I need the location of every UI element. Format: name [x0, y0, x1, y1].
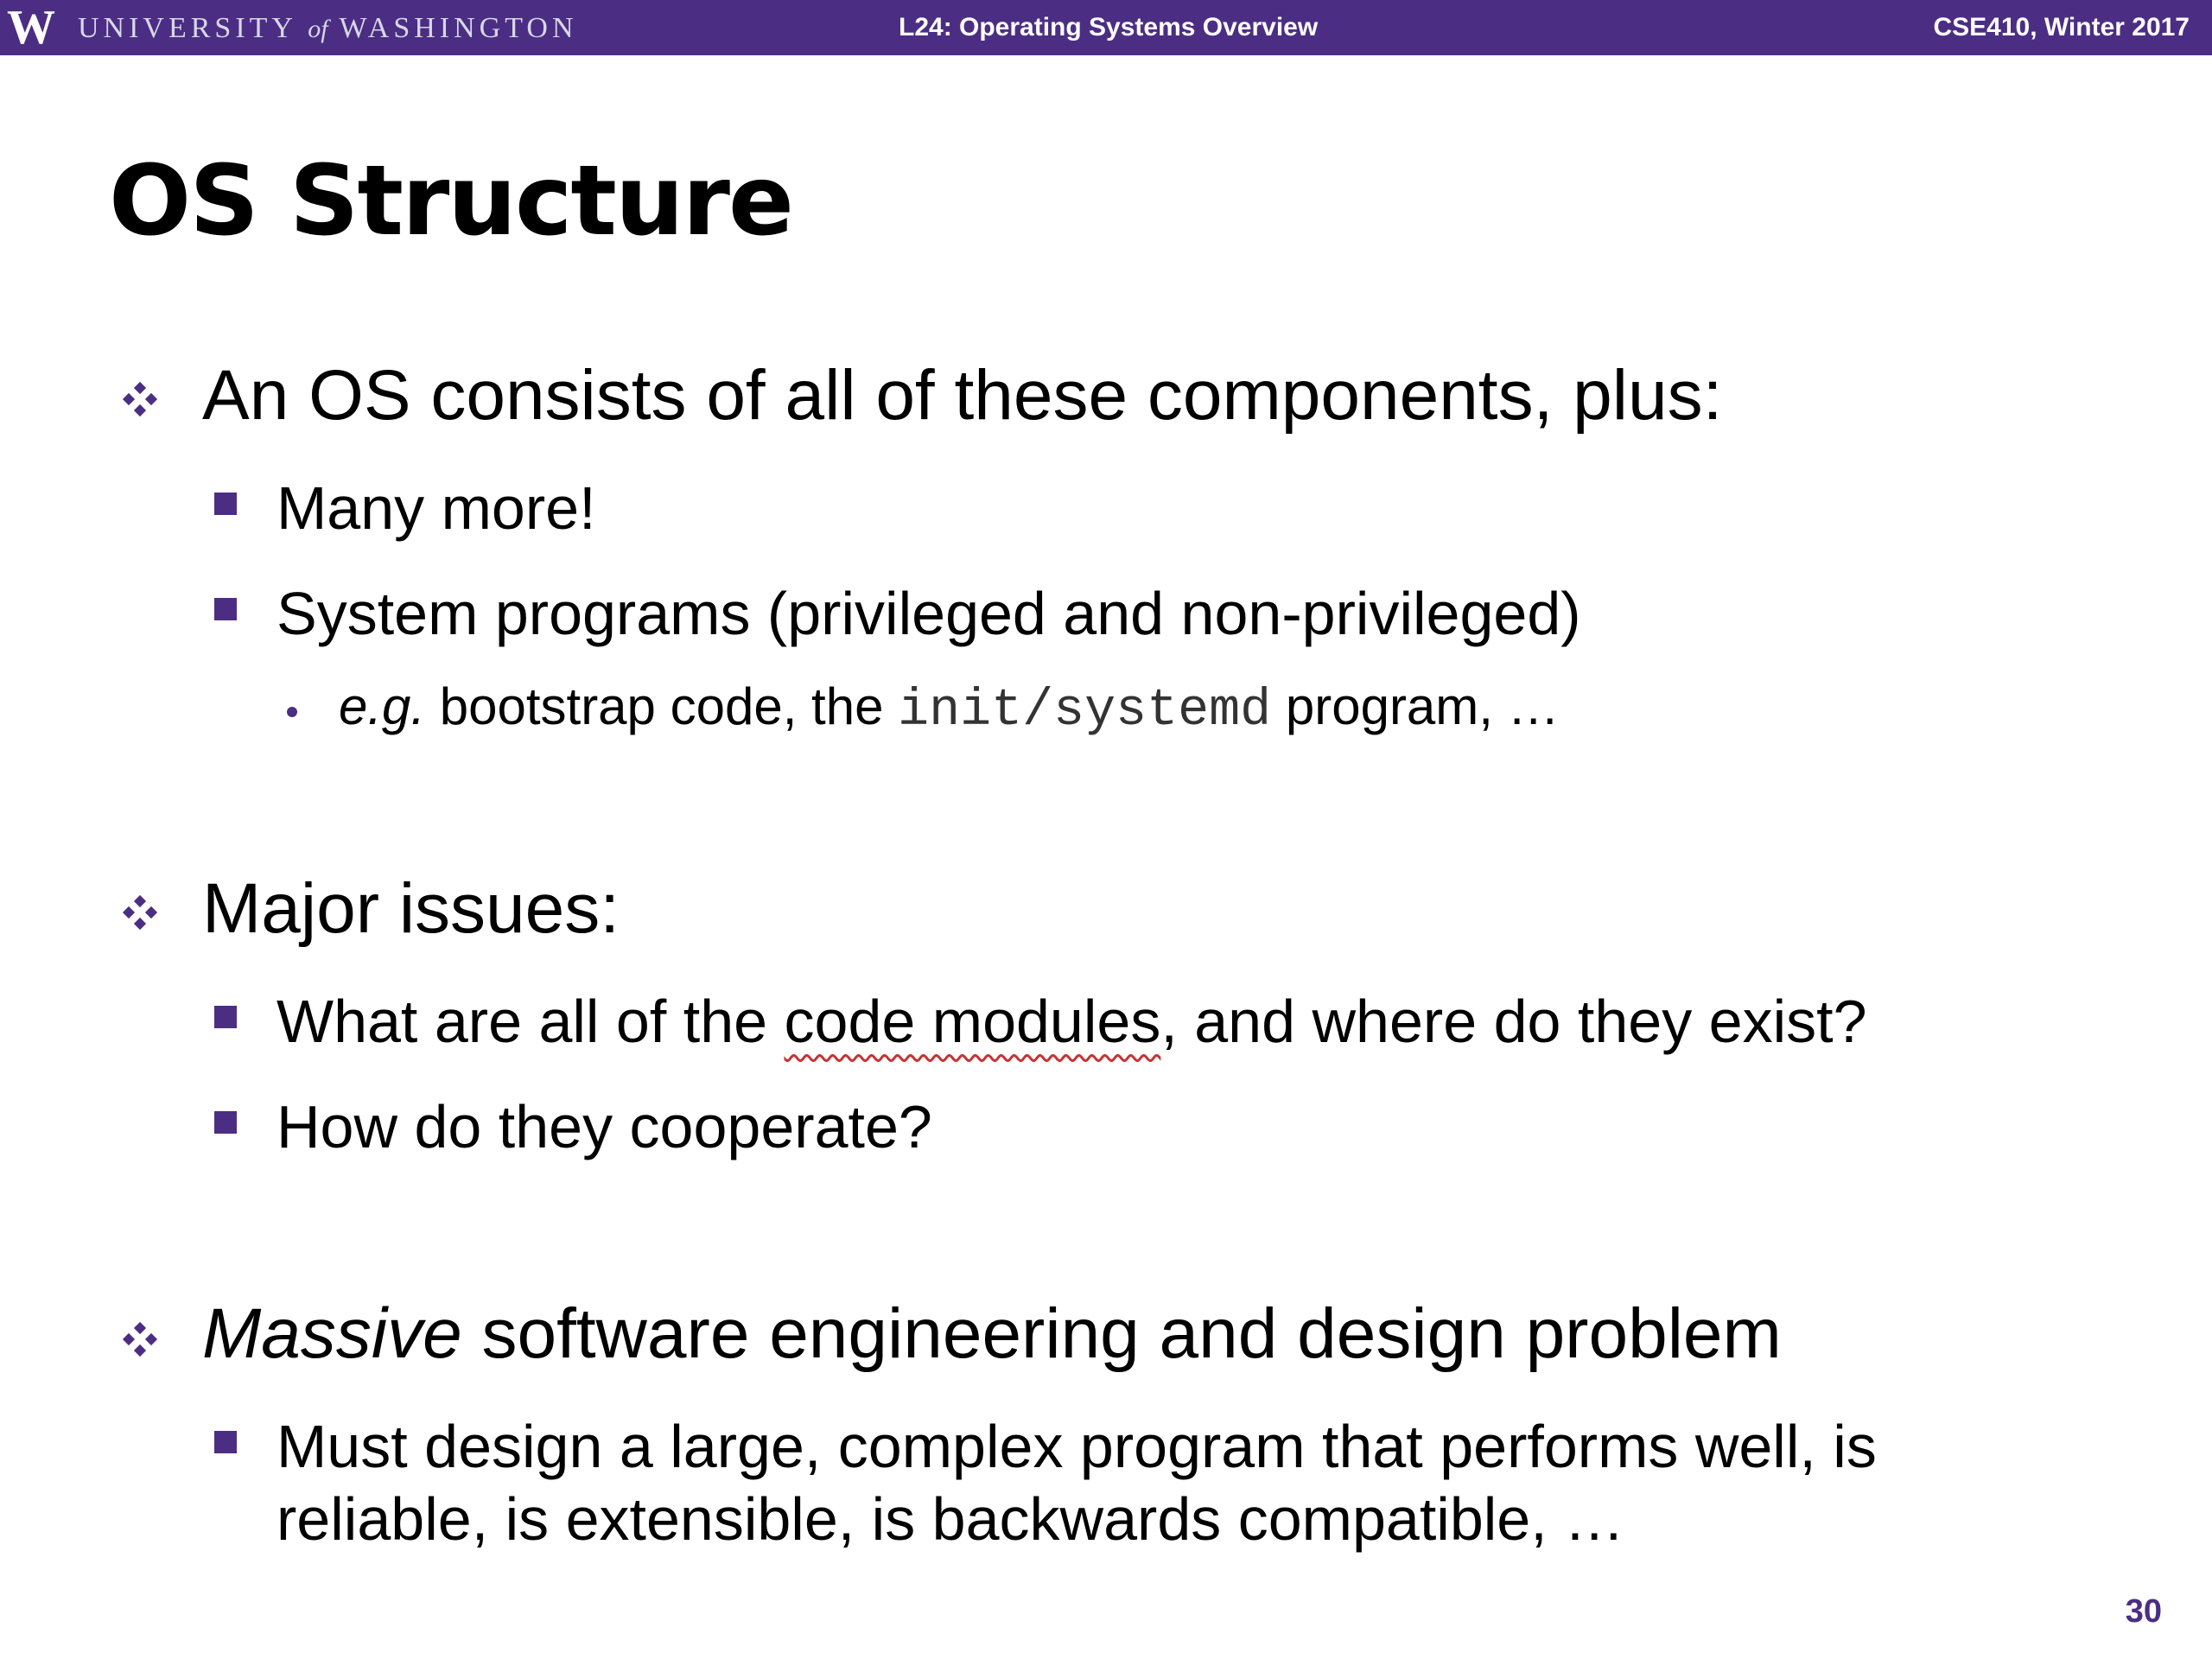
spellcheck-underline: code modules	[784, 988, 1161, 1055]
university-name: UNIVERSITY of WASHINGTON	[78, 12, 578, 44]
bullet-system-programs: System programs (privileged and non-privileged)	[276, 580, 1581, 647]
diamond-bullet-icon	[121, 893, 159, 931]
code-init-systemd: init/systemd	[898, 682, 1272, 741]
header-bar	[0, 0, 2212, 55]
bullet-must-design: Must design a large, complex program that performs well, is reliable, is extensible, is backwards compatible, …	[276, 1413, 1877, 1553]
square-bullet-icon	[214, 1006, 237, 1028]
square-bullet-icon	[214, 1111, 237, 1134]
bullet-cooperate: How do they cooperate?	[276, 1093, 932, 1160]
bullet-major-issues: Major issues:	[202, 869, 620, 948]
lecture-title: L24: Operating Systems Overview	[899, 13, 1319, 41]
bullet-many-more: Many more!	[276, 474, 596, 542]
bullet-massive-problem: Massive software engineering and design problem	[202, 1294, 1782, 1373]
slide-title: OS Structure	[109, 145, 792, 257]
diamond-bullet-icon	[121, 1320, 159, 1358]
bullet-example: e.g. bootstrap code, the init/systemd program, …	[339, 677, 1560, 741]
square-bullet-icon	[214, 598, 237, 620]
square-bullet-icon	[214, 493, 237, 515]
square-bullet-icon	[214, 1431, 237, 1453]
bullet-code-modules: What are all of the code modules, and where do they exist?	[276, 988, 1867, 1055]
course-label: CSE410, Winter 2017	[1933, 13, 2190, 41]
bullet-os-components: An OS consists of all of these components, plus:	[202, 356, 1723, 435]
uw-logo: W	[7, 1, 55, 54]
page-number: 30	[2125, 1593, 2162, 1630]
diamond-bullet-icon	[121, 380, 159, 418]
dot-bullet-icon	[287, 707, 297, 717]
